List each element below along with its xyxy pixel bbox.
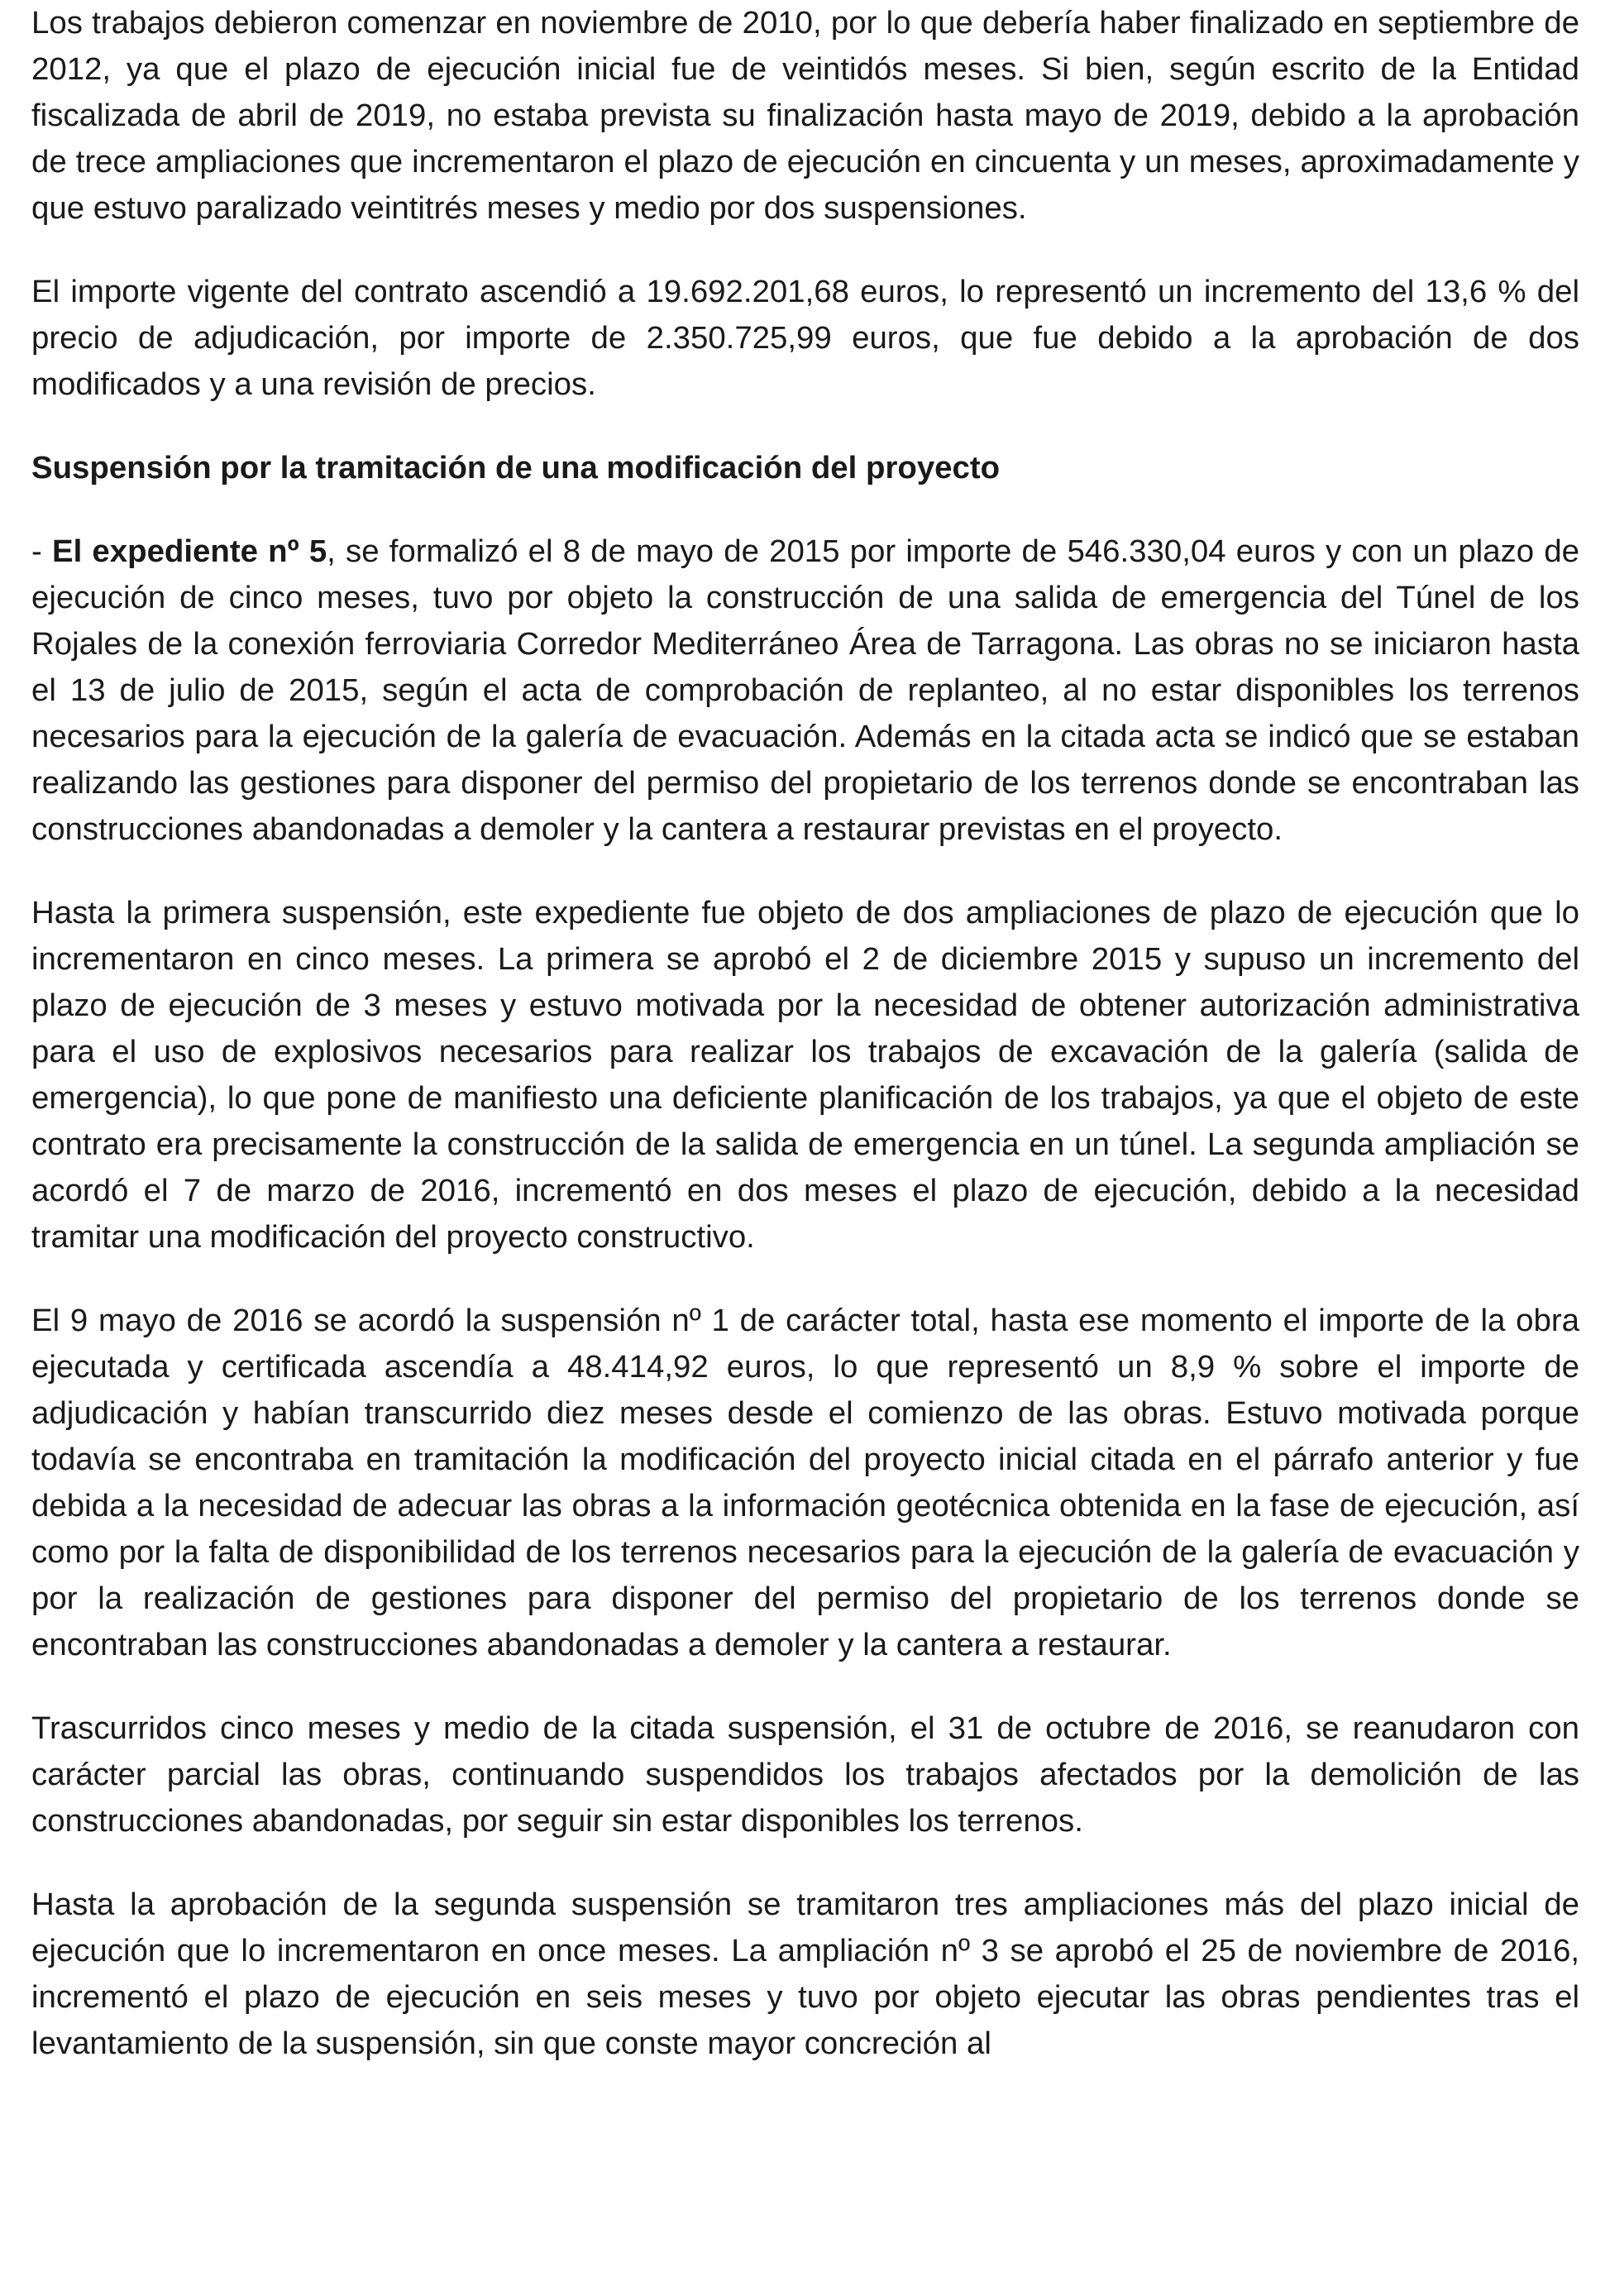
paragraph-gap — [31, 853, 1579, 890]
paragraph-gap — [31, 1844, 1579, 1882]
paragraph-gap — [31, 491, 1579, 529]
expediente-label: El expediente nº 5 — [51, 533, 327, 569]
document-page — [31, 0, 1579, 2067]
paragraph-gap — [31, 1668, 1579, 1705]
paragraph-reanudacion: Trascurridos cinco meses y medio de la citada suspensión, el 31 de octubre de 2016, se reanudaron con carácter parcial las obras, continuando suspendidos los trabajos afectados por la demolición de las construcciones abandonadas, por seguir sin estar disponibles los terrenos. — [31, 1710, 1579, 1839]
paragraph-gap — [31, 408, 1579, 445]
expediente-text: , se formalizó el 8 de mayo de 2015 por importe de 546.330,04 euros y con un plazo de ejecución de cinco meses, tuvo por objeto la construcción de una salida de emergencia del Túnel de los Rojales de la conexión ferroviaria Corredor Mediterráneo Área de Tarragona. Las obras no se iniciaron hasta el 13 de julio de 2015, según el acta de comprobación de replanteo, al no estar disponibles los terrenos necesarios para la ejecución de la galería de evacuación. Además en la citada acta se indicó que se estaban realizando las gestiones para disponer del permiso del propietario de los terrenos donde se encontraban las construcciones abandonadas a demoler y la cantera a restaurar previstas en el proyecto. — [31, 533, 1579, 847]
paragraph-importe-vigente: El importe vigente del contrato ascendió a 19.692.201,68 euros, lo representó un incremento del 13,6 % del precio de adjudicación, por importe de 2.350.725,99 euros, que fue debido a la aprobación de dos modificados y a una revisión de precios. — [31, 274, 1579, 402]
paragraph-gap — [31, 232, 1579, 269]
paragraph-primera-suspension: Hasta la primera suspensión, este expediente fue objeto de dos ampliaciones de plazo de ejecución que lo incrementaron en cinco meses. La primera se aprobó el 2 de diciembre 2015 y supuso un incremento del plazo de ejecución de 3 meses y estuvo motivada por la necesidad de obtener autorización administrativa para el uso de explosivos necesarios para realizar los trabajos de excavación de la galería (salida de emergencia), lo que pone de manifiesto una deficiente planificación de los trabajos, ya que el objeto de este contrato era precisamente la construcción de la salida de emergencia en un túnel. La segunda ampliación se acordó el 7 de marzo de 2016, incrementó en dos meses el plazo de ejecución, debido a la necesidad tramitar una modificación del proyecto constructivo. — [31, 895, 1579, 1255]
paragraph-segunda-suspension: Hasta la aprobación de la segunda suspensión se tramitaron tres ampliaciones más del plazo inicial de ejecución que lo incrementaron en once meses. La ampliación nº 3 se aprobó el 25 de noviembre de 2016, incrementó el plazo de ejecución en seis meses y tuvo por objeto ejecutar las obras pendientes tras el levantamiento de la suspensión, sin que conste mayor concreción al — [31, 1887, 1579, 2061]
paragraph-gap — [31, 1260, 1579, 1298]
paragraph-plazo-ejecucion: Los trabajos debieron comenzar en noviembre de 2010, por lo que debería haber finalizado en septiembre de 2012, ya que el plazo de ejecución inicial fue de veintidós meses. Si bien, según escrito de la Entidad fiscalizada de abril de 2019, no estaba prevista su finalización hasta mayo de 2019, debido a la aprobación de trece ampliaciones que incrementaron el plazo de ejecución en cincuenta y un meses, aproximadamente y que estuvo paralizado veintitrés meses y medio por dos suspensiones. — [31, 5, 1579, 226]
list-dash: - — [31, 533, 52, 569]
section-heading: Suspensión por la tramitación de una modificación del proyecto — [31, 450, 1001, 486]
paragraph-expediente-5 — [31, 529, 1579, 853]
paragraph-suspension-1: El 9 mayo de 2016 se acordó la suspensión nº 1 de carácter total, hasta ese momento el importe de la obra ejecutada y certificada ascendía a 48.414,92 euros, lo que representó un 8,9 % sobre el importe de adjudicación y habían transcurrido diez meses desde el comienzo de las obras. Estuvo motivada porque todavía se encontraba en tramitación la modificación del proyecto inicial citada en el párrafo anterior y fue debida a la necesidad de adecuar las obras a la información geotécnica obtenida en la fase de ejecución, así como por la falta de disponibilidad de los terrenos necesarios para la ejecución de la galería de evacuación y por la realización de gestiones para disponer del permiso del propietario de los terrenos donde se encontraban las construcciones abandonadas a demoler y la cantera a restaurar. — [31, 1303, 1579, 1662]
